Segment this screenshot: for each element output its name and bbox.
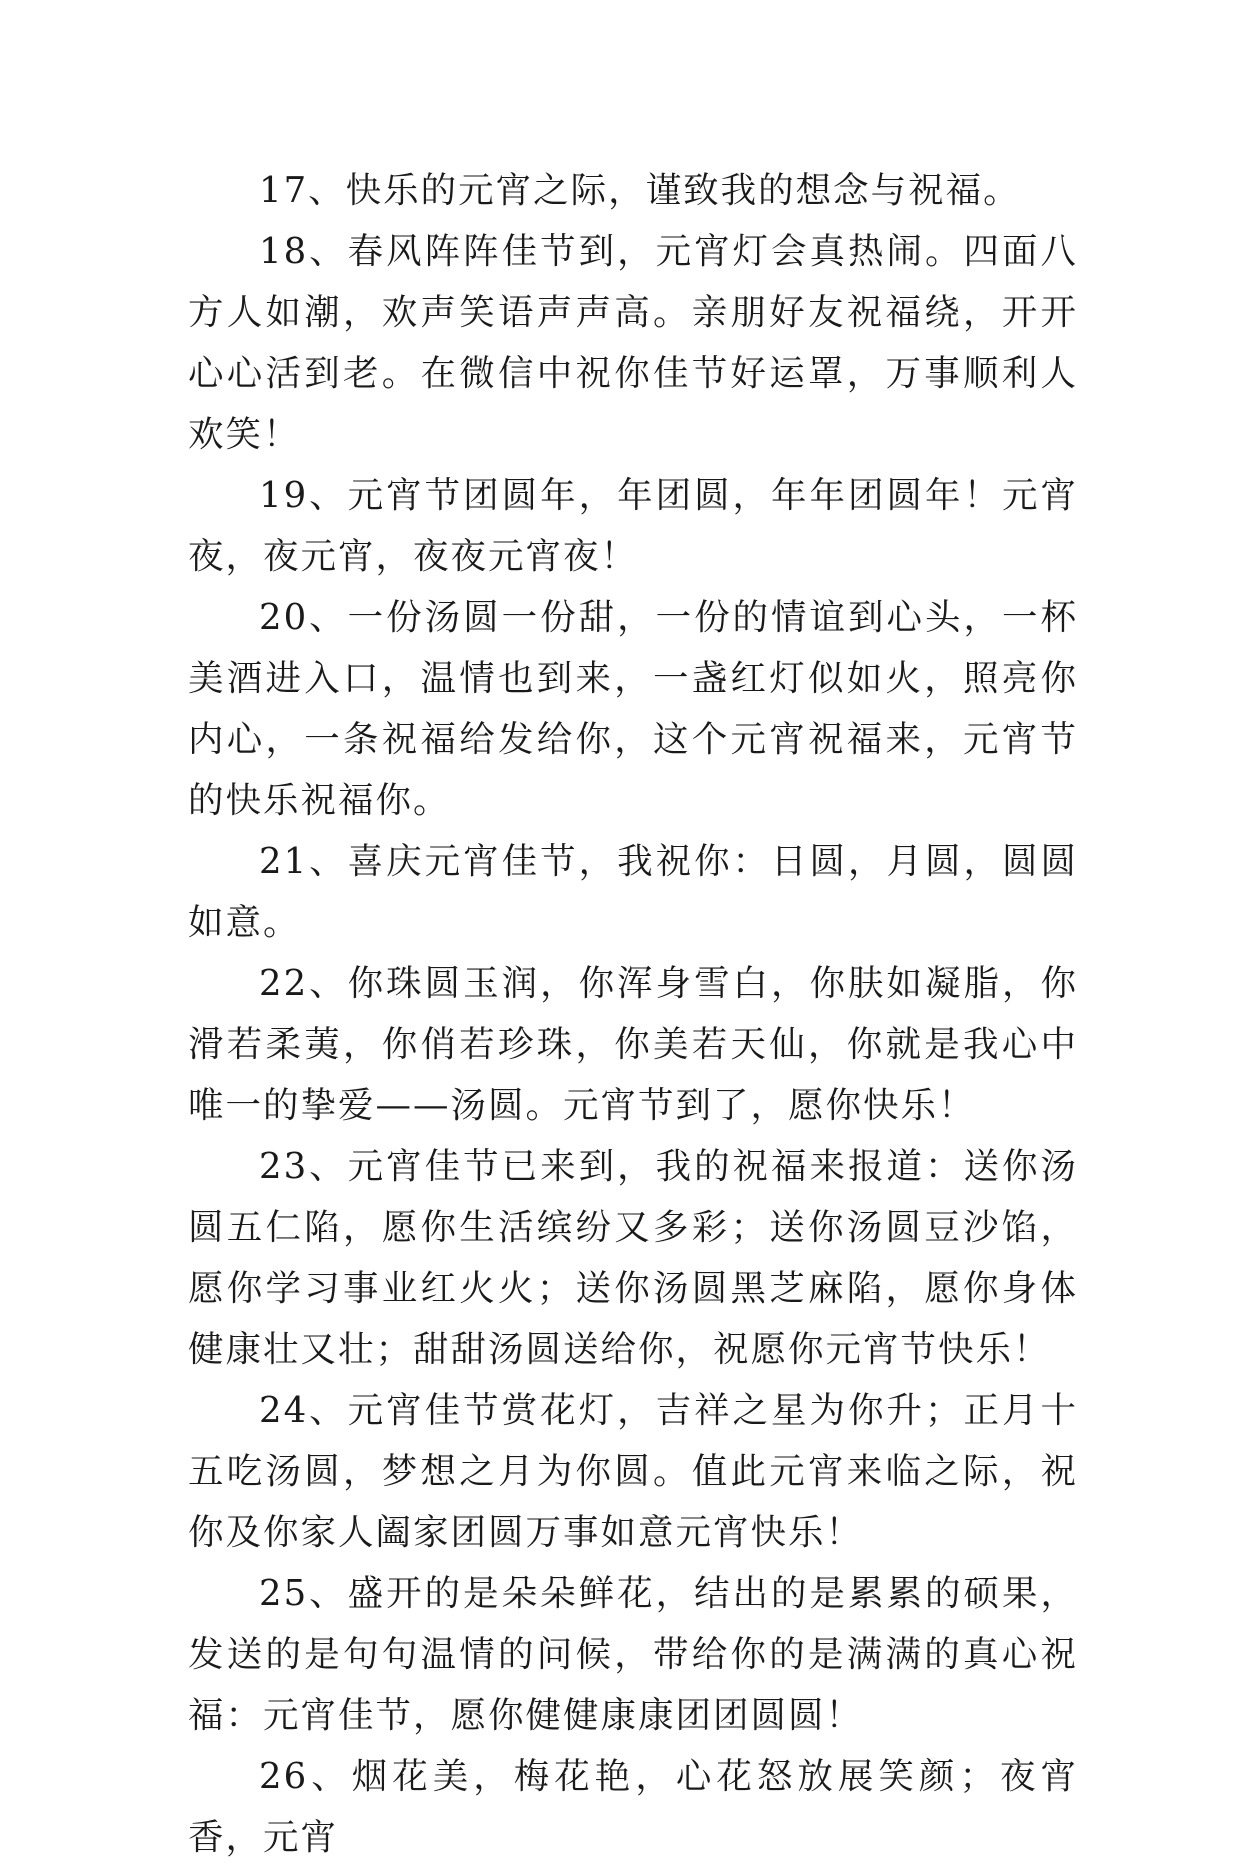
paragraph-23: 23、元宵佳节已来到，我的祝福来报道：送你汤圆五仁陷，愿你生活缤纷又多彩；送你汤圆豆沙馅，愿你学习事业红火火；送你汤圆黑芝麻陷，愿你身体健康壮又壮；甜甜汤圆送给你，祝愿你元宵节快乐！: [188, 1146, 1078, 1370]
paragraph-25: 25、盛开的是朵朵鲜花，结出的是累累的硕果，发送的是句句温情的问候，带给你的是满满的真心祝福：元宵佳节，愿你健健康康团团圆圆！: [188, 1573, 1078, 1736]
paragraph-18: 18、春风阵阵佳节到，元宵灯会真热闹。四面八方人如潮，欢声笑语声声高。亲朋好友祝福绕，开开心心活到老。在微信中祝你佳节好运罩，万事顺利人欢笑！: [188, 231, 1078, 455]
paragraph-22: 22、你珠圆玉润，你浑身雪白，你肤如凝脂，你滑若柔荑，你俏若珍珠，你美若天仙，你就是我心中唯一的挚爱——汤圆。元宵节到了，愿你快乐！: [188, 963, 1078, 1126]
paragraph-24: 24、元宵佳节赏花灯，吉祥之星为你升；正月十五吃汤圆，梦想之月为你圆。值此元宵来临之际，祝你及你家人阖家团圆万事如意元宵快乐！: [188, 1390, 1078, 1553]
paragraph-20: 20、一份汤圆一份甜，一份的情谊到心头，一杯美酒进入口，温情也到来，一盏红灯似如火，照亮你内心，一条祝福给发给你，这个元宵祝福来，元宵节的快乐祝福你。: [188, 597, 1078, 821]
document-body: [188, 160, 1078, 1868]
paragraph-19: 19、元宵节团圆年，年团圆，年年团圆年！元宵夜，夜元宵，夜夜元宵夜！: [188, 475, 1078, 577]
paragraph-26: 26、烟花美，梅花艳，心花怒放展笑颜；夜宵香，元宵: [188, 1756, 1078, 1858]
paragraph-17: 17、快乐的元宵之际，谨致我的想念与祝福。: [259, 170, 1021, 211]
paragraph-21: 21、喜庆元宵佳节，我祝你：日圆，月圆，圆圆如意。: [188, 841, 1078, 943]
